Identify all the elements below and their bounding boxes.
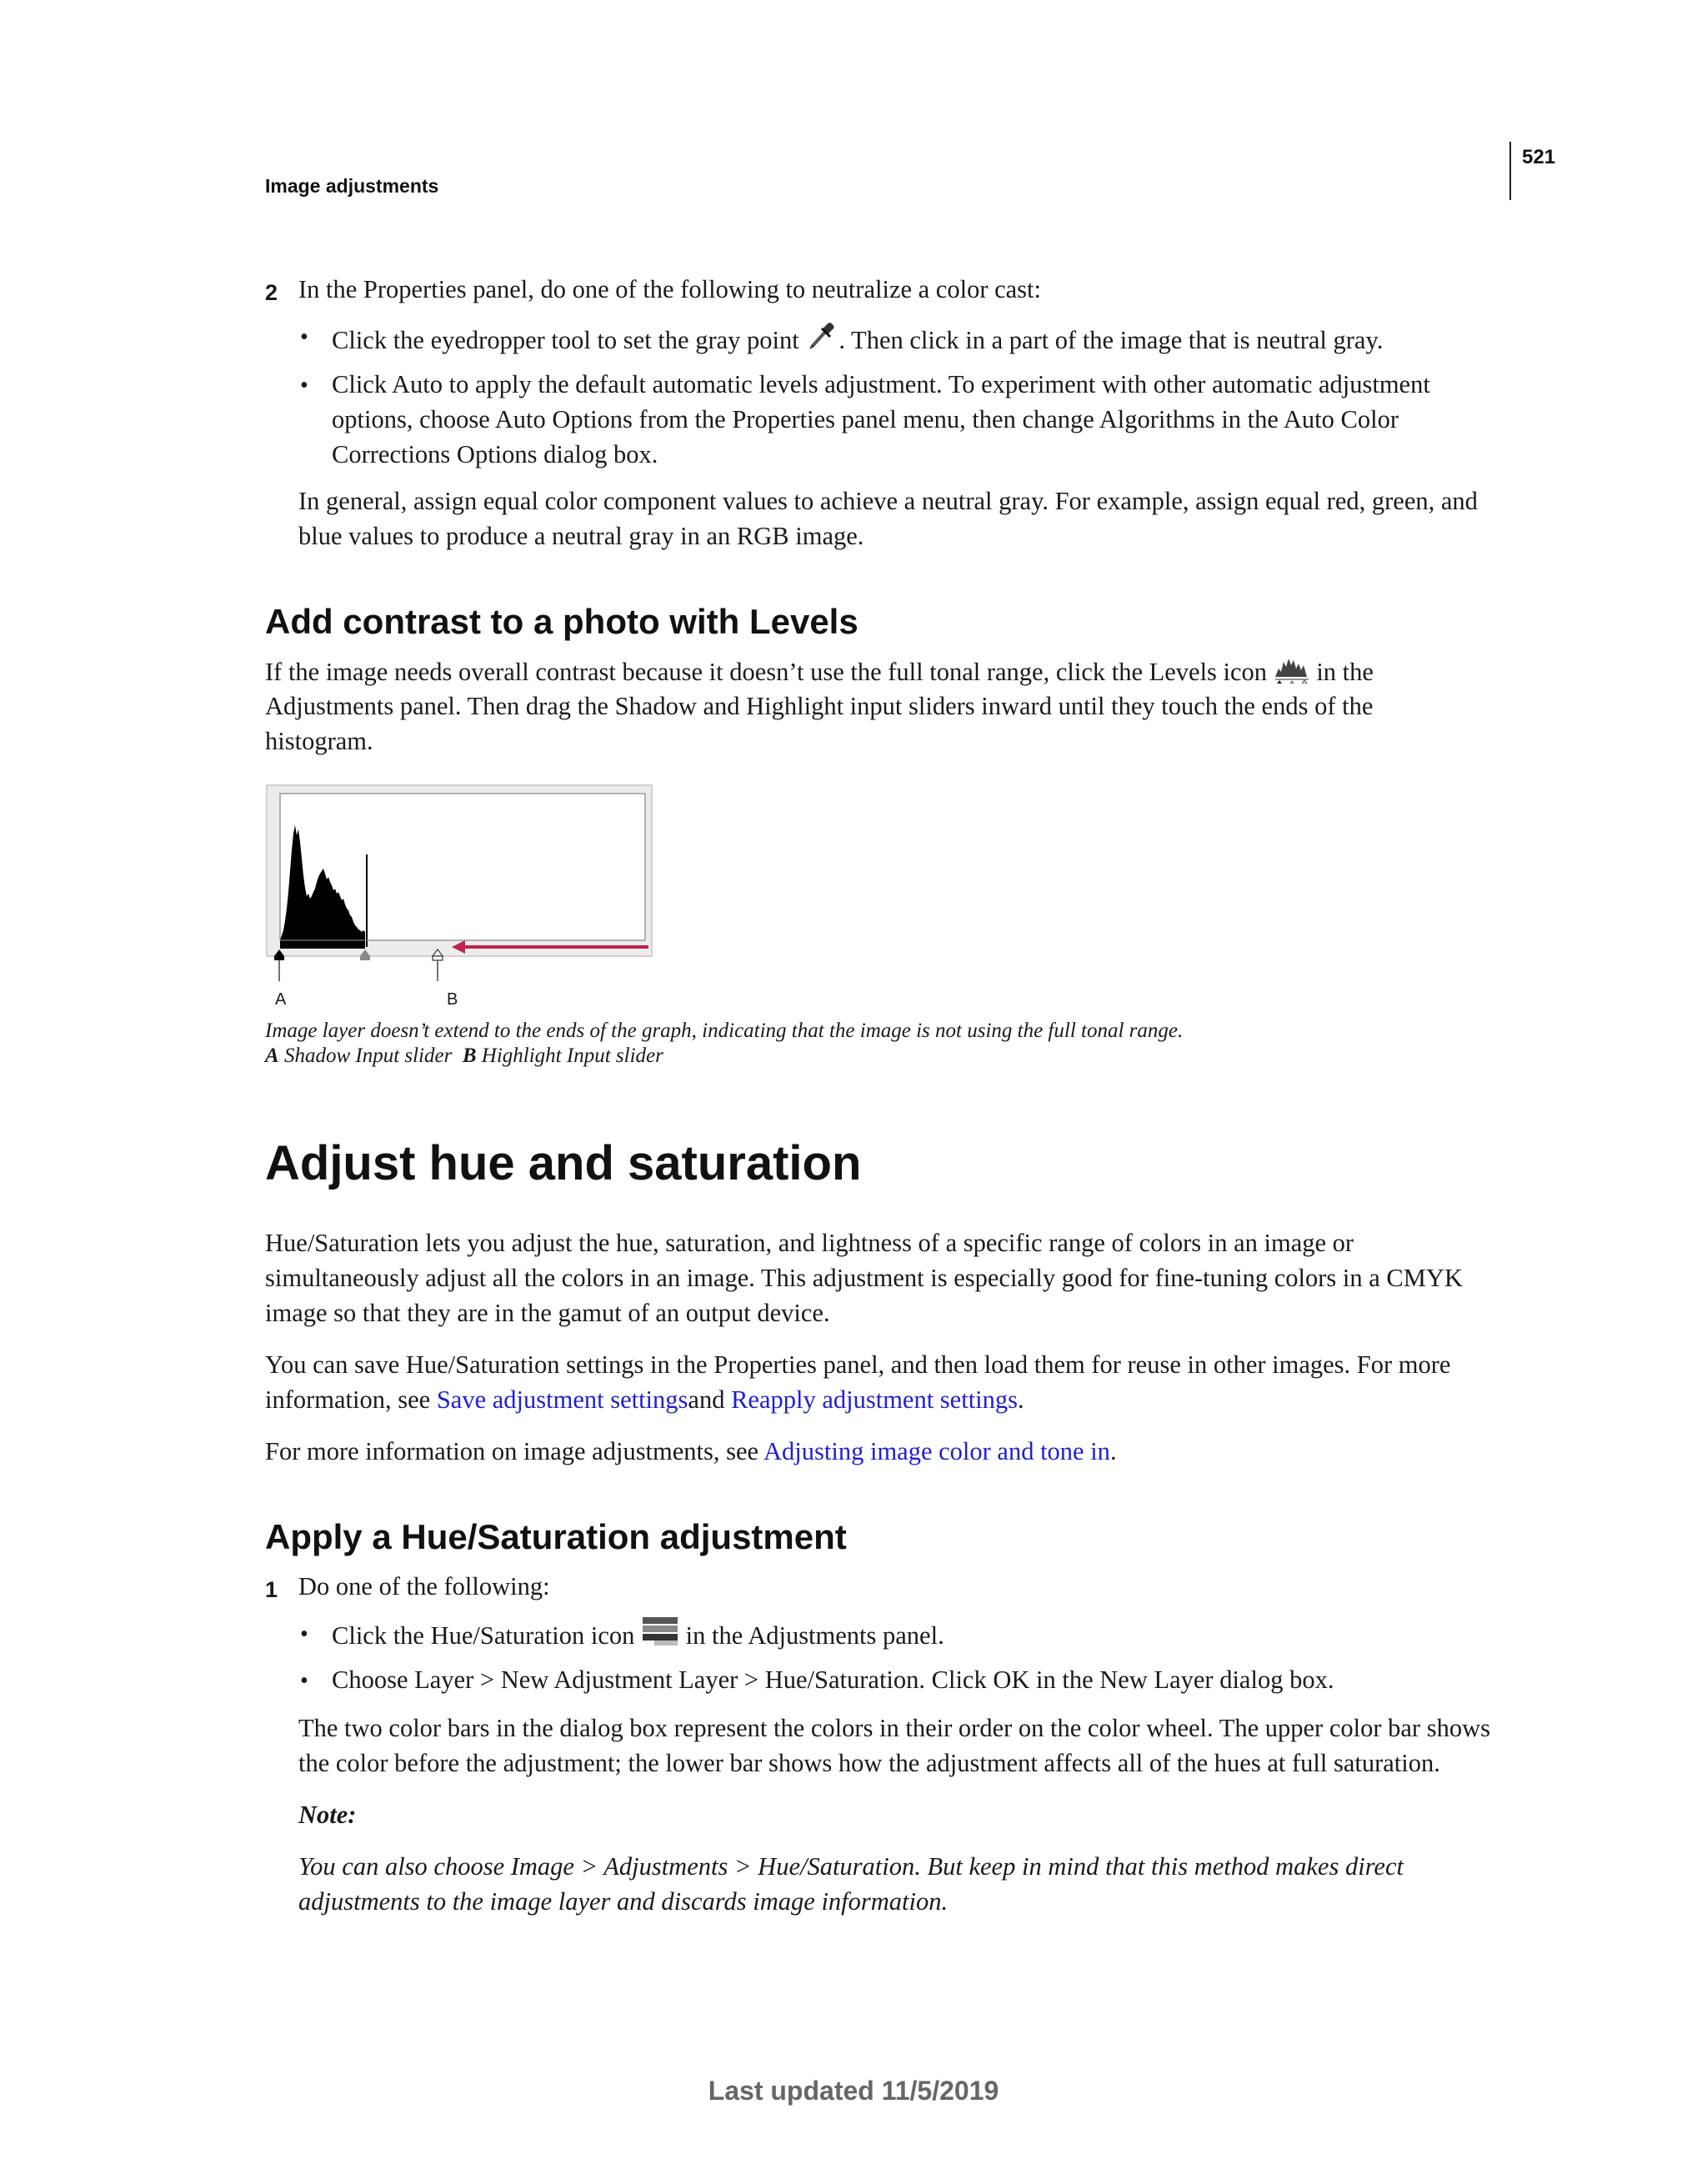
footer-last-updated: Last updated 11/5/2019	[708, 2076, 999, 2106]
text-line: blue values to produce a neutral gray in an RGB image.	[298, 522, 864, 550]
para2-mid: and	[688, 1385, 732, 1414]
para2-prefix: information, see	[265, 1385, 437, 1414]
caption-line-1: Image layer doesn’t extend to the ends of the graph, indicating that the image is not using the full tonal range.	[265, 1019, 1184, 1042]
link-adjusting-image-color-and-tone[interactable]: Adjusting image color and tone in	[763, 1437, 1110, 1465]
bullet-dot: •	[300, 373, 308, 398]
text-line: You can also choose Image > Adjustments > Hue/Saturation. But keep in mind that this method makes direct	[298, 1852, 1404, 1881]
text-line: options, choose Auto Options from the Properties panel menu, then change Algorithms in the Auto Color	[332, 405, 1399, 433]
heading-add-contrast: Add contrast to a photo with Levels	[265, 602, 859, 641]
para3-end: .	[1109, 1437, 1117, 1465]
caption-b-text: Highlight Input slider	[481, 1044, 663, 1067]
page-number: 521	[1522, 146, 1556, 168]
link-save-adjustment-settings[interactable]: Save adjustment settings	[436, 1385, 688, 1414]
bullet-hue-text-after: in the Adjustments panel.	[685, 1621, 944, 1650]
figure-label-a: A	[275, 990, 287, 1009]
hue-para-2	[265, 1347, 1450, 1417]
bullet-eyedropper	[332, 318, 1383, 358]
caption-a-letter: A	[265, 1044, 279, 1067]
bullet-dot: •	[300, 1621, 308, 1647]
caption-line-2	[265, 1044, 1183, 1069]
text-line: Click Auto to apply the default automatic levels adjustment. To experiment with other automatic adjustment	[332, 370, 1430, 398]
text-line: The two color bars in the dialog box represent the colors in their order on the color wheel. The upper color bar shows	[298, 1714, 1490, 1742]
contrast-lines	[265, 689, 1373, 759]
figure-label-b: B	[447, 990, 458, 1009]
apply-step-text: Do one of the following:	[298, 1572, 550, 1600]
text-line: histogram.	[265, 727, 373, 755]
heading-apply-hue-saturation: Apply a Hue/Saturation adjustment	[265, 1517, 847, 1556]
text-line: In general, assign equal color component values to achieve a neutral gray. For example, assign equal red, green, and	[298, 487, 1478, 515]
text-line	[265, 1382, 1450, 1417]
text-line: simultaneously adjust all the colors in an image. This adjustment is especially good for fine-tuning colors in a CMYK	[265, 1264, 1463, 1292]
step-2-followup	[298, 483, 1478, 554]
step-number: 2	[265, 280, 278, 305]
bullet-menu-path: Choose Layer > New Adjustment Layer > Hue/Saturation. Click OK in the New Layer dialog box.	[332, 1666, 1334, 1694]
text-line: You can save Hue/Saturation settings in the Properties panel, and then load them for reuse in other images. For more	[265, 1350, 1451, 1379]
hue-saturation-icon	[641, 1615, 679, 1647]
text-line: Adjustments panel. Then drag the Shadow and Highlight input sliders inward until they touch the ends of the	[265, 692, 1374, 720]
hue-para-1	[265, 1225, 1463, 1330]
note-label: Note:	[298, 1801, 357, 1829]
step-number: 1	[265, 1577, 278, 1602]
caption-b-letter: B	[462, 1044, 477, 1067]
header-divider	[1509, 142, 1511, 200]
text-line: Corrections Options dialog box.	[332, 440, 658, 468]
note-text	[298, 1849, 1404, 1919]
step-2-intro: In the Properties panel, do one of the following to neutralize a color cast:	[298, 275, 1041, 303]
hue-para-3	[265, 1434, 1117, 1469]
para2-end: .	[1018, 1385, 1024, 1414]
levels-icon	[1274, 654, 1310, 684]
text-line: image so that they are in the gamut of an output device.	[265, 1299, 830, 1327]
apply-para	[298, 1711, 1490, 1781]
text-line: the color before the adjustment; the lower bar shows how the adjustment affects all of the hues at full saturation.	[298, 1749, 1440, 1777]
bullet-auto	[332, 367, 1430, 472]
para3-prefix: For more information on image adjustments, see	[265, 1437, 764, 1465]
text-line: adjustments to the image layer and discards image information.	[298, 1887, 949, 1916]
bullet-eyedropper-text-after: . Then click in a part of the image that is neutral gray.	[838, 326, 1384, 354]
text-line: Hue/Saturation lets you adjust the hue, saturation, and lightness of a specific range of colors in an image or	[265, 1229, 1354, 1257]
caption-a-text: Shadow Input slider	[283, 1044, 453, 1067]
bullet-dot: •	[300, 324, 308, 350]
link-reapply-adjustment-settings[interactable]: Reapply adjustment settings	[731, 1385, 1019, 1414]
bullet-hue-text: Click the Hue/Saturation icon	[332, 1621, 635, 1650]
running-head: Image adjustments	[265, 175, 439, 197]
bullet-dot: •	[300, 1668, 308, 1694]
eyedropper-icon	[805, 318, 838, 352]
bullet-eyedropper-text: Click the eyedropper tool to set the gray point	[332, 326, 799, 354]
contrast-text-after: in the	[1316, 658, 1374, 686]
levels-histogram-figure	[265, 784, 657, 1013]
bullet-hue-icon	[332, 1615, 944, 1653]
heading-adjust-hue-saturation: Adjust hue and saturation	[265, 1136, 862, 1190]
contrast-text: If the image needs overall contrast because it doesn’t use the full tonal range, click the Levels icon	[265, 658, 1268, 686]
figure-caption	[265, 1019, 1183, 1069]
contrast-line-1	[265, 654, 1374, 689]
